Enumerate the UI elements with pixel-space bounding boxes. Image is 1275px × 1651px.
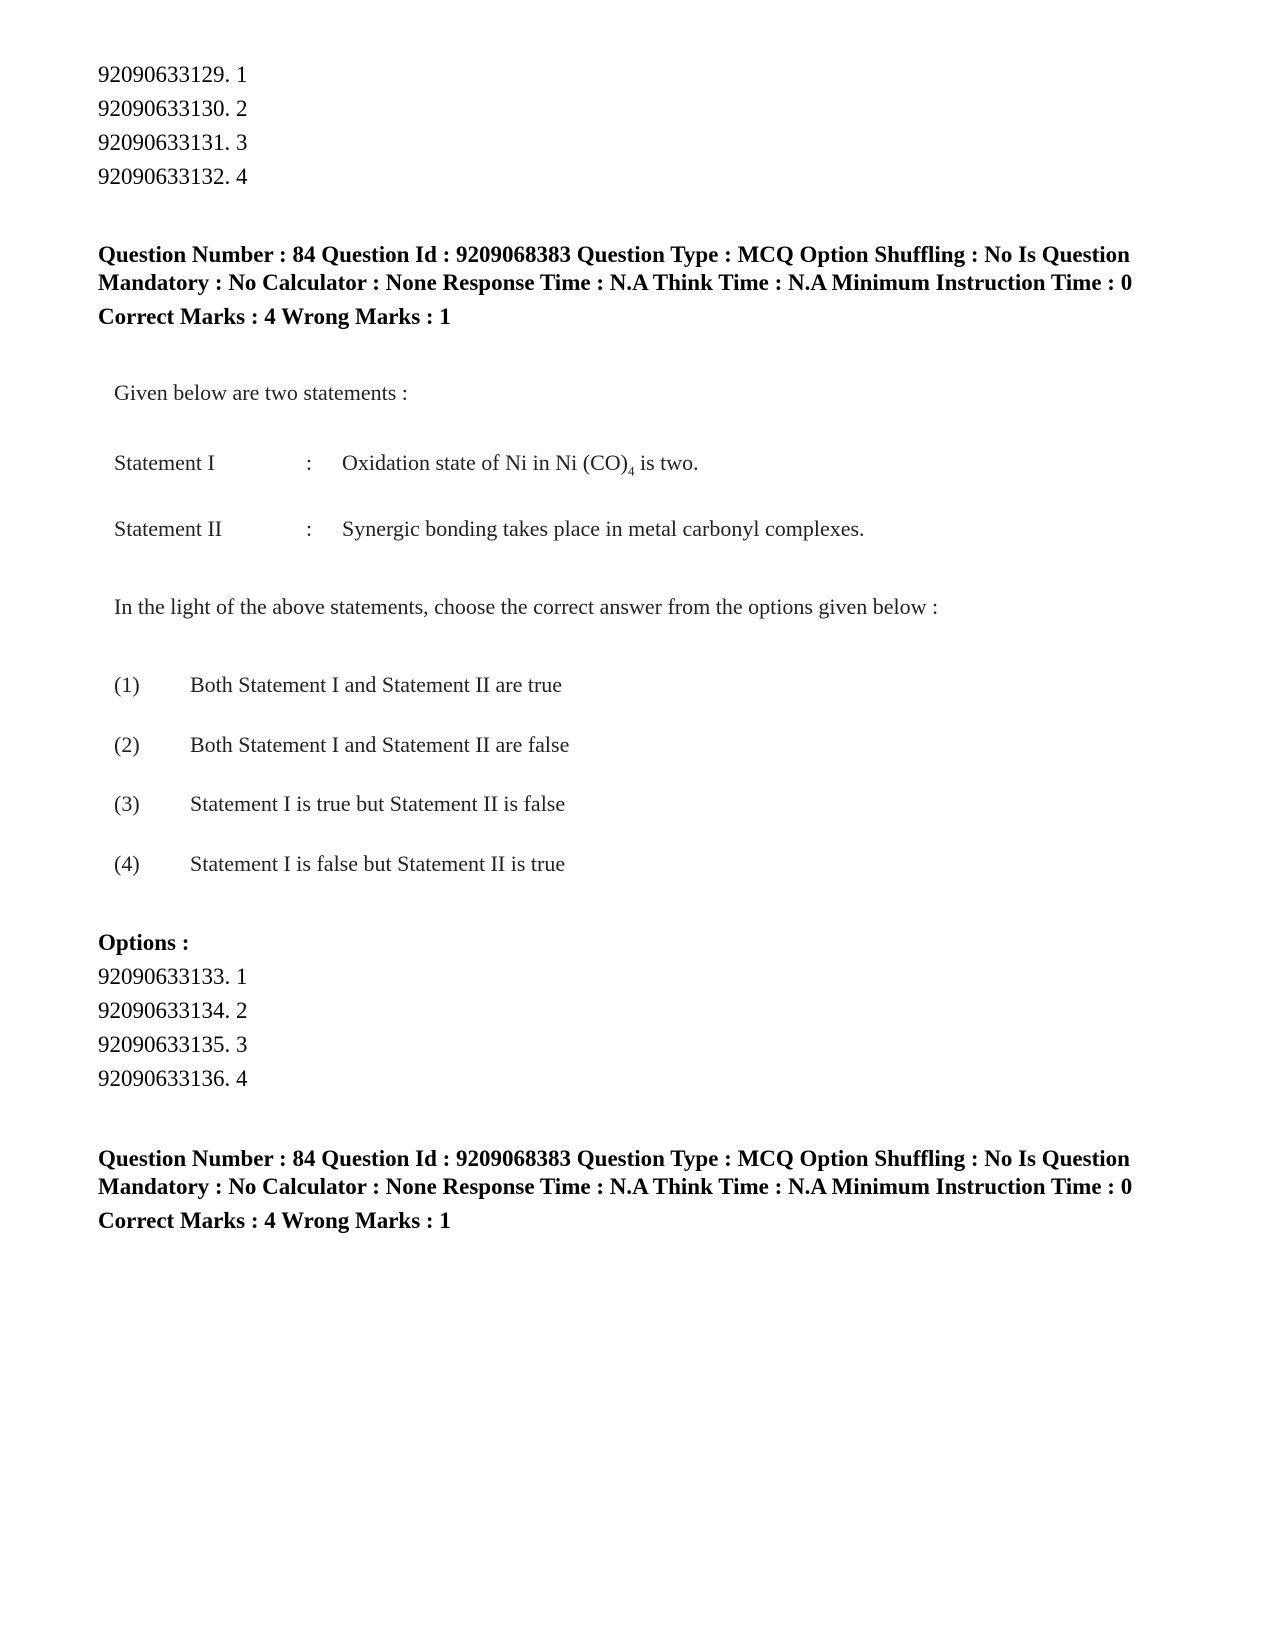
choice-text: Both Statement I and Statement II are false (190, 732, 570, 757)
option-line: 92090633129. 1 (98, 62, 248, 87)
next-question-header (98, 1145, 1188, 1235)
statement-text (342, 450, 699, 479)
previous-question-options (98, 58, 248, 194)
option-line: 92090633134. 2 (98, 998, 248, 1023)
answer-choice (114, 732, 1014, 762)
choice-number: (1) (114, 672, 140, 697)
subscript: 4 (627, 463, 635, 479)
option-line: 92090633135. 3 (98, 1032, 248, 1057)
choice-text: Both Statement I and Statement II are true (190, 672, 563, 697)
question-body (98, 370, 1138, 910)
question-instruction: In the light of the above statements, choose the correct answer from the options given below : (114, 594, 939, 619)
choice-text: Statement I is true but Statement II is false (190, 791, 566, 816)
statement-text-part: is two. (634, 450, 699, 475)
option-line: 92090633131. 3 (98, 130, 248, 155)
answer-choice (114, 791, 1014, 821)
statement-text-part: Oxidation state of Ni in Ni (CO) (342, 450, 628, 475)
option-line: 92090633136. 4 (98, 1066, 248, 1091)
option-line: 92090633132. 4 (98, 164, 248, 189)
question-intro: Given below are two statements : (114, 380, 408, 405)
statement-label: Statement II (114, 516, 223, 541)
statement-2 (114, 516, 1114, 546)
option-line: 92090633130. 2 (98, 96, 248, 121)
answer-choice (114, 672, 1014, 702)
question-header (98, 241, 1188, 331)
option-line: 92090633133. 1 (98, 964, 248, 989)
question-marks: Correct Marks : 4 Wrong Marks : 1 (98, 304, 451, 329)
question-marks: Correct Marks : 4 Wrong Marks : 1 (98, 1208, 451, 1233)
statement-text: Synergic bonding takes place in metal carbonyl complexes. (342, 516, 865, 541)
question-info: Question Number : 84 Question Id : 9209068383 Question Type : MCQ Option Shuffling : No Is Question Mandatory : No Calculator : None Response Time : N.A Think Time : N.A Minimum Instruction Time : 0 (98, 1146, 1133, 1199)
statement-colon: : (306, 450, 313, 475)
statement-label: Statement I (114, 450, 215, 475)
choice-number: (2) (114, 732, 140, 757)
statement-colon: : (306, 516, 313, 541)
choice-number: (4) (114, 851, 140, 876)
choice-number: (3) (114, 791, 140, 816)
choice-text: Statement I is false but Statement II is true (190, 851, 566, 876)
statement-1 (114, 450, 1114, 480)
answer-choice (114, 851, 1014, 881)
question-info: Question Number : 84 Question Id : 9209068383 Question Type : MCQ Option Shuffling : No Is Question Mandatory : No Calculator : None Response Time : N.A Think Time : N.A Minimum Instruction Time : 0 (98, 242, 1133, 295)
options-list (98, 926, 248, 1096)
options-heading: Options : (98, 930, 190, 955)
